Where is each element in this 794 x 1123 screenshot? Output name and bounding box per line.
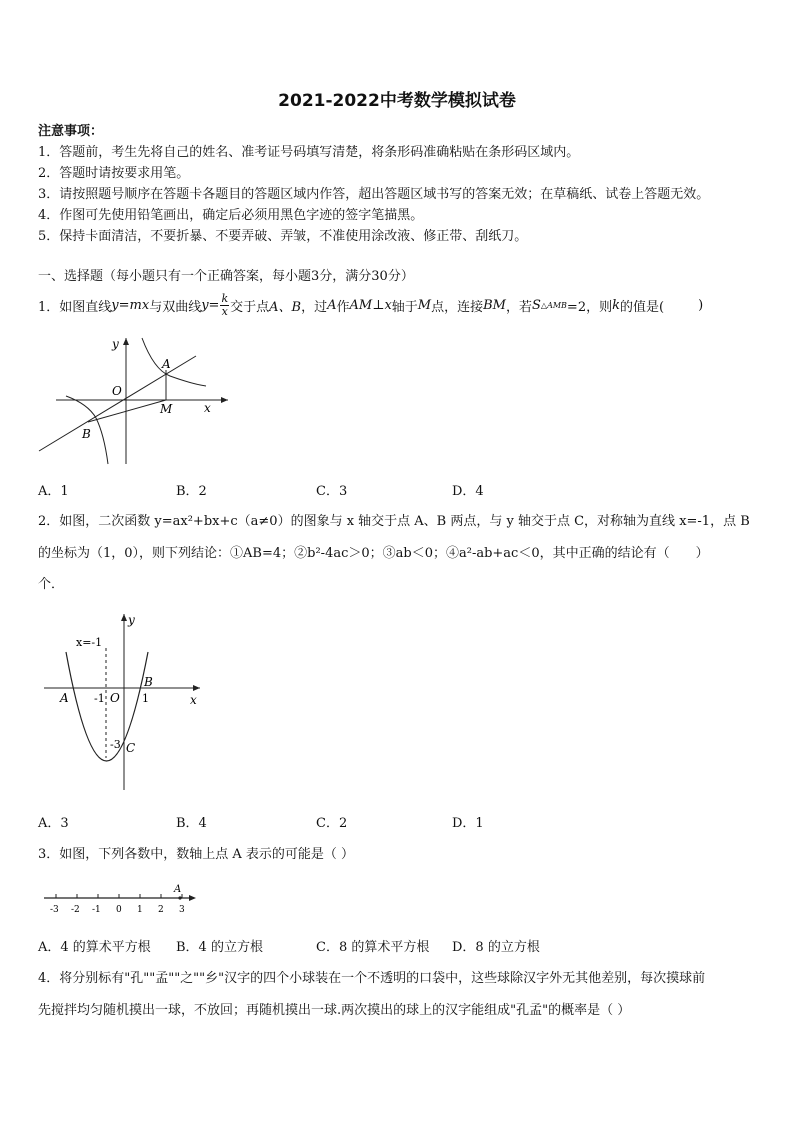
tick-label-neg3: -3 [110, 738, 121, 751]
q3-option-a[interactable]: A．4 的算术平方根 [38, 940, 151, 955]
label-origin: O [112, 384, 122, 398]
q1-text: 交于点 [230, 299, 270, 315]
fraction-numerator: k [221, 291, 229, 305]
q3-option-c[interactable]: C．8 的算术平方根 [316, 940, 430, 955]
q1-equation-line: y=mx [111, 297, 150, 313]
q1-text: 点，连接 [431, 299, 484, 315]
notice-heading: 注意事项： [38, 124, 104, 139]
question-4-stem-line1: 4．将分别标有"孔""孟""之""乡"汉字的四个小球装在一个不透明的口袋中，这些球除汉字外无其他差别，每次摸球前 [38, 971, 706, 986]
hyperbola-branch-right [142, 338, 206, 386]
notice-item: 2．答题时请按要求用笔。 [38, 166, 190, 181]
question-2-stem-line3: 个． [38, 577, 65, 592]
q1-points: A、B [269, 299, 302, 315]
q2-figure [38, 608, 208, 794]
q1-perpendicular: AM⊥x [349, 297, 392, 313]
q2-option-b[interactable]: B．4 [176, 816, 207, 831]
label-point-m: M [160, 402, 173, 416]
q1-option-d[interactable]: D．4 [452, 484, 484, 499]
question-2-stem-line1: 2．如图，二次函数 y=ax²+bx+c（a≠0）的图象与 x 轴交于点 A、B 两点，与 y 轴交于点 C，对称轴为直线 x=-1，点 B [38, 514, 750, 529]
tick-label: 2 [158, 905, 164, 915]
label-x: x [190, 693, 197, 707]
tick-label: 3 [179, 905, 185, 915]
label-x: x [204, 401, 211, 415]
fraction-denominator: x [221, 304, 228, 318]
q1-area-symbol: S [532, 297, 541, 313]
page-title: 2021-2022中考数学模拟试卷 [278, 91, 516, 111]
x-axis-arrow [221, 397, 228, 403]
notice-item: 1．答题前，考生先将自己的姓名、准考证号码填写清楚，将条形码准确粘贴在条形码区域内。 [38, 145, 580, 160]
label-y: y [112, 337, 119, 351]
tick-label: -2 [71, 905, 80, 915]
segment-bm [88, 400, 166, 422]
notice-item: 5．保持卡面清洁，不要折暴、不要弄破、弄皱，不准使用涂改液、修正带、刮纸刀。 [38, 229, 528, 244]
q1-k: k [612, 297, 620, 313]
label-point-b: B [144, 675, 153, 689]
q1-equation-hyperbola-lhs: y= [201, 297, 220, 313]
notice-item: 3．请按照题号顺序在答题卡各题目的答题区域内作答，超出答题区域书写的答案无效；在草稿纸、试卷上答题无效。 [38, 187, 710, 202]
y-axis-arrow [123, 338, 129, 345]
q1-figure [36, 330, 236, 470]
y-axis-arrow [121, 614, 127, 621]
tick-label: 1 [137, 905, 143, 915]
point-a-dot [178, 896, 181, 899]
q1-text: 与双曲线 [149, 299, 202, 315]
line-y-mx [39, 356, 196, 451]
q1-text: ，过 [301, 299, 328, 315]
label-symmetry-axis: x=-1 [76, 636, 103, 649]
tick-label: 0 [116, 905, 122, 915]
tick-label-1: 1 [142, 692, 149, 705]
q3-option-b[interactable]: B．4 的立方根 [176, 940, 263, 955]
q1-text: ，若 [506, 299, 533, 315]
label-point-a: A [162, 357, 171, 371]
q1-option-c[interactable]: C．3 [316, 484, 348, 499]
number-line-arrow [189, 895, 196, 901]
q1-point-a: A [327, 297, 337, 313]
q1-text: 1．如图直线 [38, 299, 112, 315]
q1-point-m: M [417, 297, 432, 313]
tick-label-neg1: -1 [94, 692, 105, 705]
q1-text: 的值是( [619, 299, 665, 315]
q1-text: ) [698, 297, 704, 313]
label-y: y [128, 613, 135, 627]
label-point-a: A [60, 691, 69, 705]
label-origin: O [110, 691, 120, 705]
question-2-stem-line2: 的坐标为（1，0），则下列结论：①AB=4；②b²-4ac＞0；③ab＜0；④a²-ab+ac＜0，其中正确的结论有（ ） [38, 546, 709, 561]
q3-number-line [40, 882, 200, 918]
notice-item: 4．作图可先使用铅笔画出，确定后必须用黑色字迹的签字笔描黑。 [38, 208, 424, 223]
label-point-b: B [82, 427, 91, 441]
tick-label: -1 [92, 905, 101, 915]
q1-option-a[interactable]: A．1 [38, 484, 69, 499]
x-axis-arrow [193, 685, 200, 691]
question-4-stem-line2: 先搅拌均匀随机摸出一球，不放回；再随机摸出一球.两次摸出的球上的汉字能组成"孔孟"的概率是（ ） [38, 1003, 631, 1018]
q1-text: =2，则 [566, 299, 613, 315]
q2-option-d[interactable]: D．1 [452, 816, 484, 831]
q3-option-d[interactable]: D．8 的立方根 [452, 940, 540, 955]
q1-text: 轴于 [391, 299, 418, 315]
q2-option-c[interactable]: C．2 [316, 816, 348, 831]
q1-text: 作 [336, 299, 350, 315]
question-1-stem [38, 292, 703, 318]
q2-option-a[interactable]: A．3 [38, 816, 69, 831]
tick-label: -3 [50, 905, 59, 915]
parabola [66, 652, 148, 761]
q1-area-subscript: △AMB [540, 300, 567, 310]
section-heading: 一、选择题（每小题只有一个正确答案，每小题3分，满分30分） [38, 269, 414, 284]
label-point-c: C [126, 741, 136, 755]
q1-segment-bm: BM [483, 297, 506, 313]
question-3-stem: 3．如图，下列各数中，数轴上点 A 表示的可能是（ ） [38, 847, 355, 862]
q1-fraction [220, 293, 229, 318]
label-point-a: A [174, 884, 182, 895]
q1-option-b[interactable]: B．2 [176, 484, 207, 499]
